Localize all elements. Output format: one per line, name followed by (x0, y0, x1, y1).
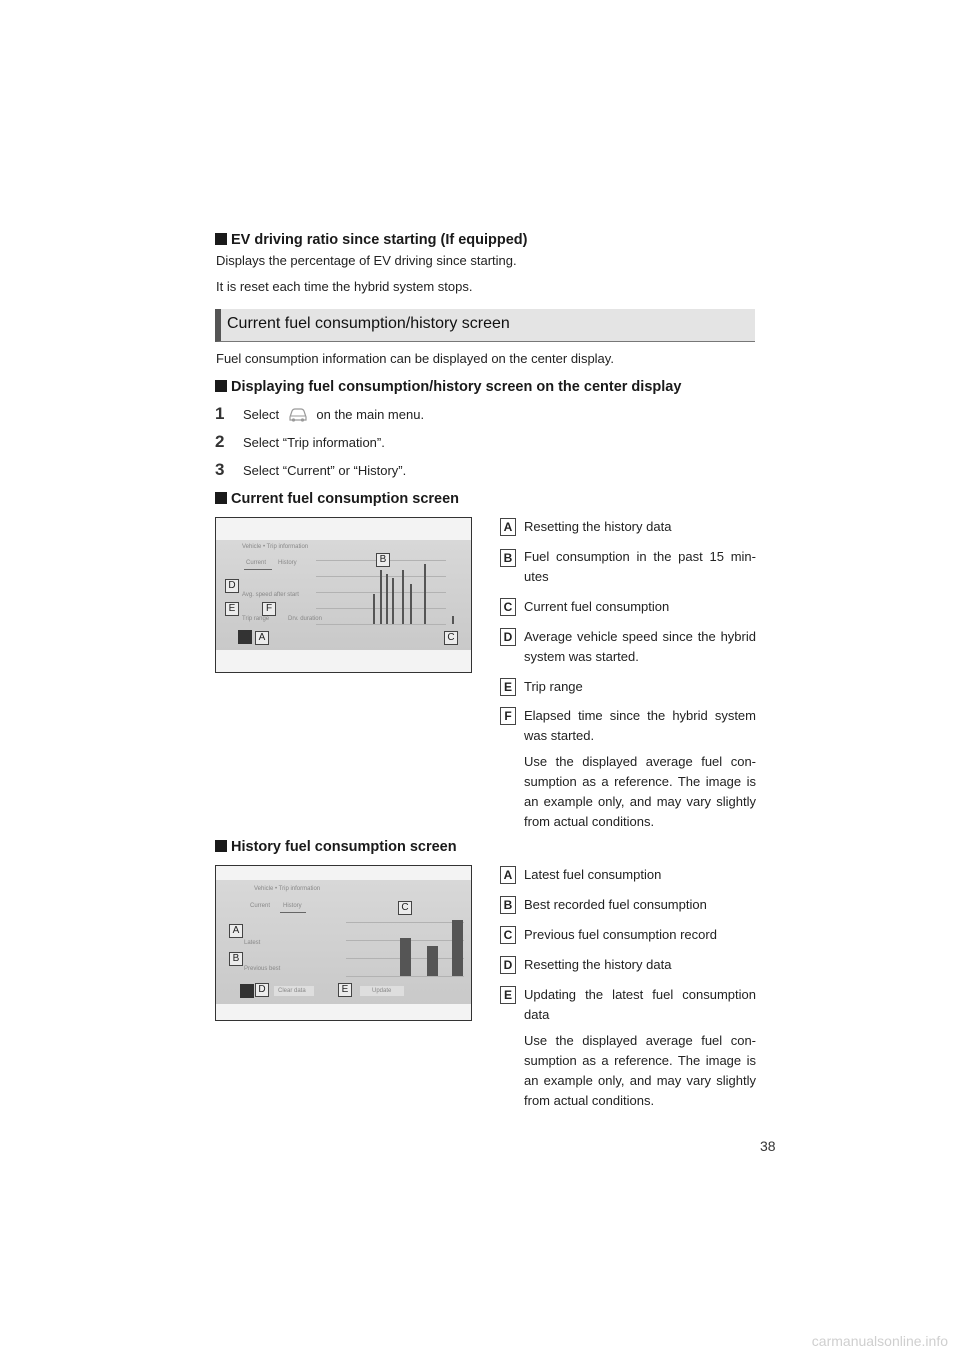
heading-bullet-icon (215, 380, 227, 392)
history-screen-row1-label: Latest (244, 940, 261, 946)
current-screen-row2b-label: Drv. duration (288, 616, 322, 622)
history-item-a: Latest fuel consumption (524, 867, 662, 882)
step-number-2: 2 (215, 432, 225, 451)
heading-bullet-icon (215, 840, 227, 852)
history-item-letter-d: D (500, 956, 516, 974)
history-callout-e: E (338, 983, 352, 997)
heading-bullet-icon (215, 492, 227, 504)
history-item-c: Previous fuel consumption record (524, 927, 717, 942)
section-heading-display: Displaying fuel consumption/history screen on the center display (215, 379, 681, 395)
history-callout-c: C (398, 901, 412, 915)
step-1: Select on the main menu. (243, 405, 424, 429)
watermark-text: carmanualsonline.info (811, 1333, 948, 1349)
history-screen-row2-label: Previous best (244, 966, 281, 972)
history-screen-tab-history: History (283, 903, 302, 909)
history-update-button[interactable]: Update (360, 986, 404, 996)
history-callout-a: A (229, 924, 243, 938)
current-screen-breadcrumb: Vehicle • Trip information (242, 544, 309, 550)
history-item-e: Updating the latest fuel consumption data (524, 987, 756, 1022)
history-item-letter-c: C (500, 926, 516, 944)
history-callout-b: B (229, 952, 243, 966)
history-screen-image (215, 865, 472, 1021)
page-number: 38 (760, 1138, 776, 1154)
intro-text: Fuel consumption information can be displayed on the center display. (216, 351, 614, 366)
current-screen-image (215, 517, 472, 673)
current-item-letter-b: B (500, 549, 516, 567)
current-item-letter-a: A (500, 518, 516, 536)
current-note: Use the displayed average fuel con-sumption as a reference. The image is an example only, and may vary slightly from actual conditions. (524, 754, 756, 829)
current-callout-a: A (255, 631, 269, 645)
current-callout-c: C (444, 631, 458, 645)
history-item-letter-b: B (500, 896, 516, 914)
current-item-d: Average vehicle speed since the hybrid system was started. (524, 629, 756, 664)
current-screen-row1-label: Avg. speed after start (242, 592, 299, 598)
history-item-b: Best recorded fuel consumption (524, 897, 707, 912)
section-heading-ev-ratio: EV driving ratio since starting (If equipped) (215, 232, 527, 248)
history-callout-d: D (255, 983, 269, 997)
current-item-letter-c: C (500, 598, 516, 616)
section-heading-current: Current fuel consumption screen (215, 491, 459, 507)
step-number-3: 3 (215, 460, 225, 479)
history-item-letter-e: E (500, 986, 516, 1004)
current-item-c: Current fuel consumption (524, 599, 670, 614)
car-icon (287, 407, 309, 429)
current-item-letter-e: E (500, 678, 516, 696)
current-callout-d: D (225, 579, 239, 593)
history-clear-button[interactable]: Clear data (274, 986, 314, 996)
step-3: Select “Current” or “History”. (243, 463, 407, 478)
search-icon[interactable] (240, 984, 254, 998)
current-tab-underline (244, 569, 272, 570)
history-item-d: Resetting the history data (524, 957, 672, 972)
history-tab-underline (280, 912, 306, 913)
ev-ratio-desc-1: Displays the percentage of EV driving since starting. (216, 253, 517, 268)
history-note: Use the displayed average fuel con-sumption as a reference. The image is an example only, and may vary slightly from actual conditions. (524, 1033, 756, 1108)
current-item-f: Elapsed time since the hybrid system was started. (524, 708, 756, 743)
search-icon[interactable] (238, 630, 252, 644)
current-callout-f: F (262, 602, 276, 616)
footer-watermark (0, 1329, 960, 1358)
history-item-letter-a: A (500, 866, 516, 884)
current-callout-e: E (225, 602, 239, 616)
heading-bullet-icon (215, 233, 227, 245)
current-item-letter-f: F (500, 707, 516, 725)
current-item-letter-d: D (500, 628, 516, 646)
section-heading-history: History fuel consumption screen (215, 839, 457, 855)
step-number-1: 1 (215, 404, 225, 423)
current-screen-tab-history: History (278, 560, 297, 566)
current-screen-row2-label: Trip range (242, 616, 270, 622)
current-item-e: Trip range (524, 679, 583, 694)
section-banner (215, 309, 755, 342)
step-2: Select “Trip information”. (243, 435, 385, 450)
ev-ratio-desc-2: It is reset each time the hybrid system stops. (216, 279, 473, 294)
current-item-a: Resetting the history data (524, 519, 672, 534)
current-callout-b: B (376, 553, 390, 567)
history-screen-breadcrumb: Vehicle • Trip information (254, 886, 321, 892)
history-screen-tab-current: Current (250, 903, 271, 909)
current-screen-tab-current: Current (246, 560, 267, 566)
banner-title: Current fuel consumption/history screen (227, 315, 510, 332)
current-item-b: Fuel consumption in the past 15 min-utes (524, 549, 756, 584)
